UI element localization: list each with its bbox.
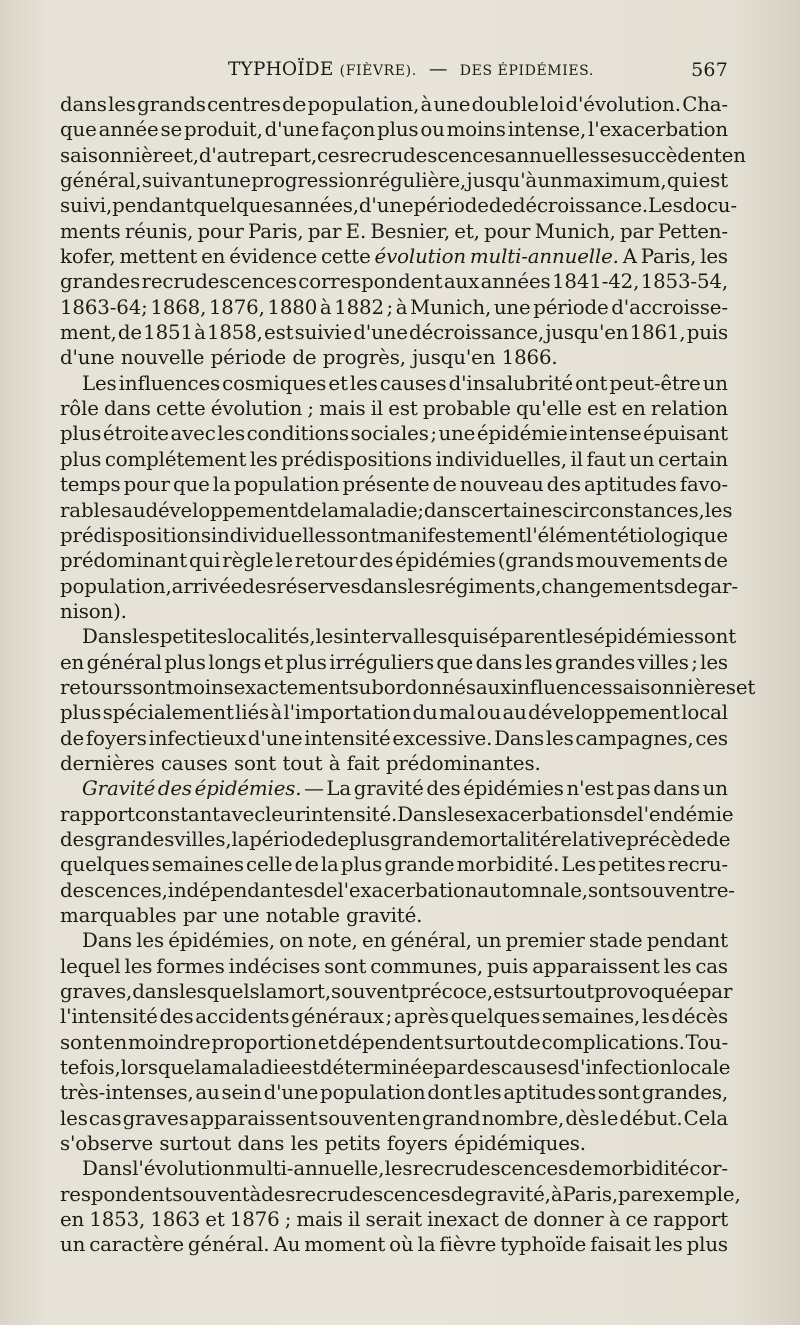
running-title-section: DES ÉPIDÉMIES. [459, 63, 594, 79]
running-title-paren: (FIÈVRE). [339, 63, 417, 79]
text-line: rôle dans cette évolution ; mais il est probable qu'elle est en relation [60, 397, 728, 421]
text-line: de foyers infectieux d'une intensité excessive. Dans les campagnes, ces [60, 726, 728, 750]
text-line: grandes recrudescences correspondent aux années 1841-42, 1853-54, [60, 270, 728, 294]
text-line: prédominant qui règle le retour des épidémies (grands mouvements de [60, 549, 728, 573]
text-line: les cas graves apparaissent souvent en grand nombre, dès le début. Cela [60, 1106, 728, 1130]
text-line: ment, de 1851 à 1858, est suivie d'une décroissance, jusqu'en 1861, puis [60, 321, 728, 345]
text-line: tefois, lorsque la maladie est déterminée par des causes d'infection locale [60, 1056, 731, 1080]
text-line: marquables par une notable gravité. [60, 904, 423, 927]
text-line: général, suivant une progression régulière, jusqu'à un maximum, qui est [60, 169, 728, 193]
page-number: 567 [691, 59, 728, 81]
text-line: population, arrivée des réserves dans les régiments, changements de gar- [60, 574, 738, 598]
text-line: saisonnière et, d'autre part, ces recrudescences annuelles se succèdent en [60, 143, 746, 167]
text-line: rables au développement de la maladie ; dans certaines circonstances, les [60, 498, 733, 522]
text-line: Gravité des épidémies. — La gravité des épidémies n'est pas dans un [82, 777, 728, 801]
text-line: nison). [60, 599, 127, 623]
text-line: lequel les formes indécises sont communes, puis apparaissent les cas [60, 954, 728, 978]
text-line: prédispositions individuelles sont manifestement l'élément étiologique [60, 523, 728, 547]
text-line: Les influences cosmiques et les causes d'insalubrité ont peut-être un [82, 371, 728, 395]
text-line: plus spécialement liés à l'importation du mal ou au développement local [60, 701, 728, 725]
text-line: plus étroite avec les conditions sociales ; une épidémie intense épuisant [60, 422, 728, 446]
text-line: très-intenses, au sein d'une population dont les aptitudes sont grandes, [60, 1081, 728, 1105]
text-line: ments réunis, pour Paris, par E. Besnier, et, pour Munich, par Petten- [60, 219, 728, 243]
text-line: retours sont moins exactement subordonnés aux influences saisonnières et [60, 675, 756, 699]
text-line: rapport constant avec leur intensité. Dans les exacerbations de l'endémie [60, 802, 734, 826]
text-line: Dans les épidémies, on note, en général, un premier stade pendant [82, 929, 728, 953]
text-line: descences, indépendantes de l'exacerbation automnale, sont souvent re- [60, 878, 735, 902]
text-line: plus complétement les prédispositions individuelles, il faut un certain [60, 447, 728, 471]
text-line: quelques semaines celle de la plus grande morbidité. Les petites recru- [60, 853, 728, 877]
text-line: d'une nouvelle période de progrès, jusqu'en 1866. [60, 346, 558, 370]
text-line: kofer, mettent en évidence cette évolution multi-annuelle. A Paris, les [60, 245, 728, 269]
text-line: s'observe surtout dans les petits foyers épidémiques. [60, 1132, 586, 1156]
text-line: respondent souvent à des recrudescences de gravité, à Paris, par exemple, [60, 1182, 741, 1206]
running-title-main: TYPHOÏDE [228, 59, 334, 80]
text-line: en général plus longs et plus irréguliers que dans les grandes villes ; les [60, 650, 728, 674]
text-line: sont en moindre proportion et dépendent surtout de complications. Tou- [60, 1030, 728, 1054]
running-title-separator: — [428, 59, 448, 80]
text-line: que année se produit, d'une façon plus ou moins intense, l'exacerbation [60, 118, 728, 142]
text-line: suivi, pendant quelques années, d'une période de décroissance. Les docu- [60, 194, 737, 218]
text-line: un caractère général. Au moment où la fièvre typhoïde faisait les plus [60, 1233, 728, 1257]
running-head [60, 56, 728, 86]
text-line: Dans l'évolution multi-annuelle, les recrudescences de morbidité cor- [82, 1157, 728, 1181]
text-line: l'intensité des accidents généraux ; après quelques semaines, les décès [60, 1005, 728, 1029]
text-line: des grandes villes, la période de plus grande mortalité relative précède de [60, 827, 731, 851]
text-line: 1863-64; 1868, 1876, 1880 à 1882 ; à Munich, une période d'accroisse- [60, 295, 728, 319]
text-line: graves, dans lesquels la mort, souvent précoce, est surtout provoquée par [60, 980, 733, 1004]
text-line: dernières causes sont tout à fait prédominantes. [60, 751, 541, 775]
text-line: Dans les petites localités, les intervalles qui séparent les épidémies sont [82, 625, 737, 649]
body-text [60, 92, 756, 1258]
text-line: en 1853, 1863 et 1876 ; mais il serait inexact de donner à ce rapport [60, 1208, 728, 1232]
text-line: dans les grands centres de population, à une double loi d'évolution. Cha- [60, 93, 728, 116]
text-line: temps pour que la population présente de nouveau des aptitudes favo- [60, 473, 728, 497]
running-title [228, 59, 594, 80]
